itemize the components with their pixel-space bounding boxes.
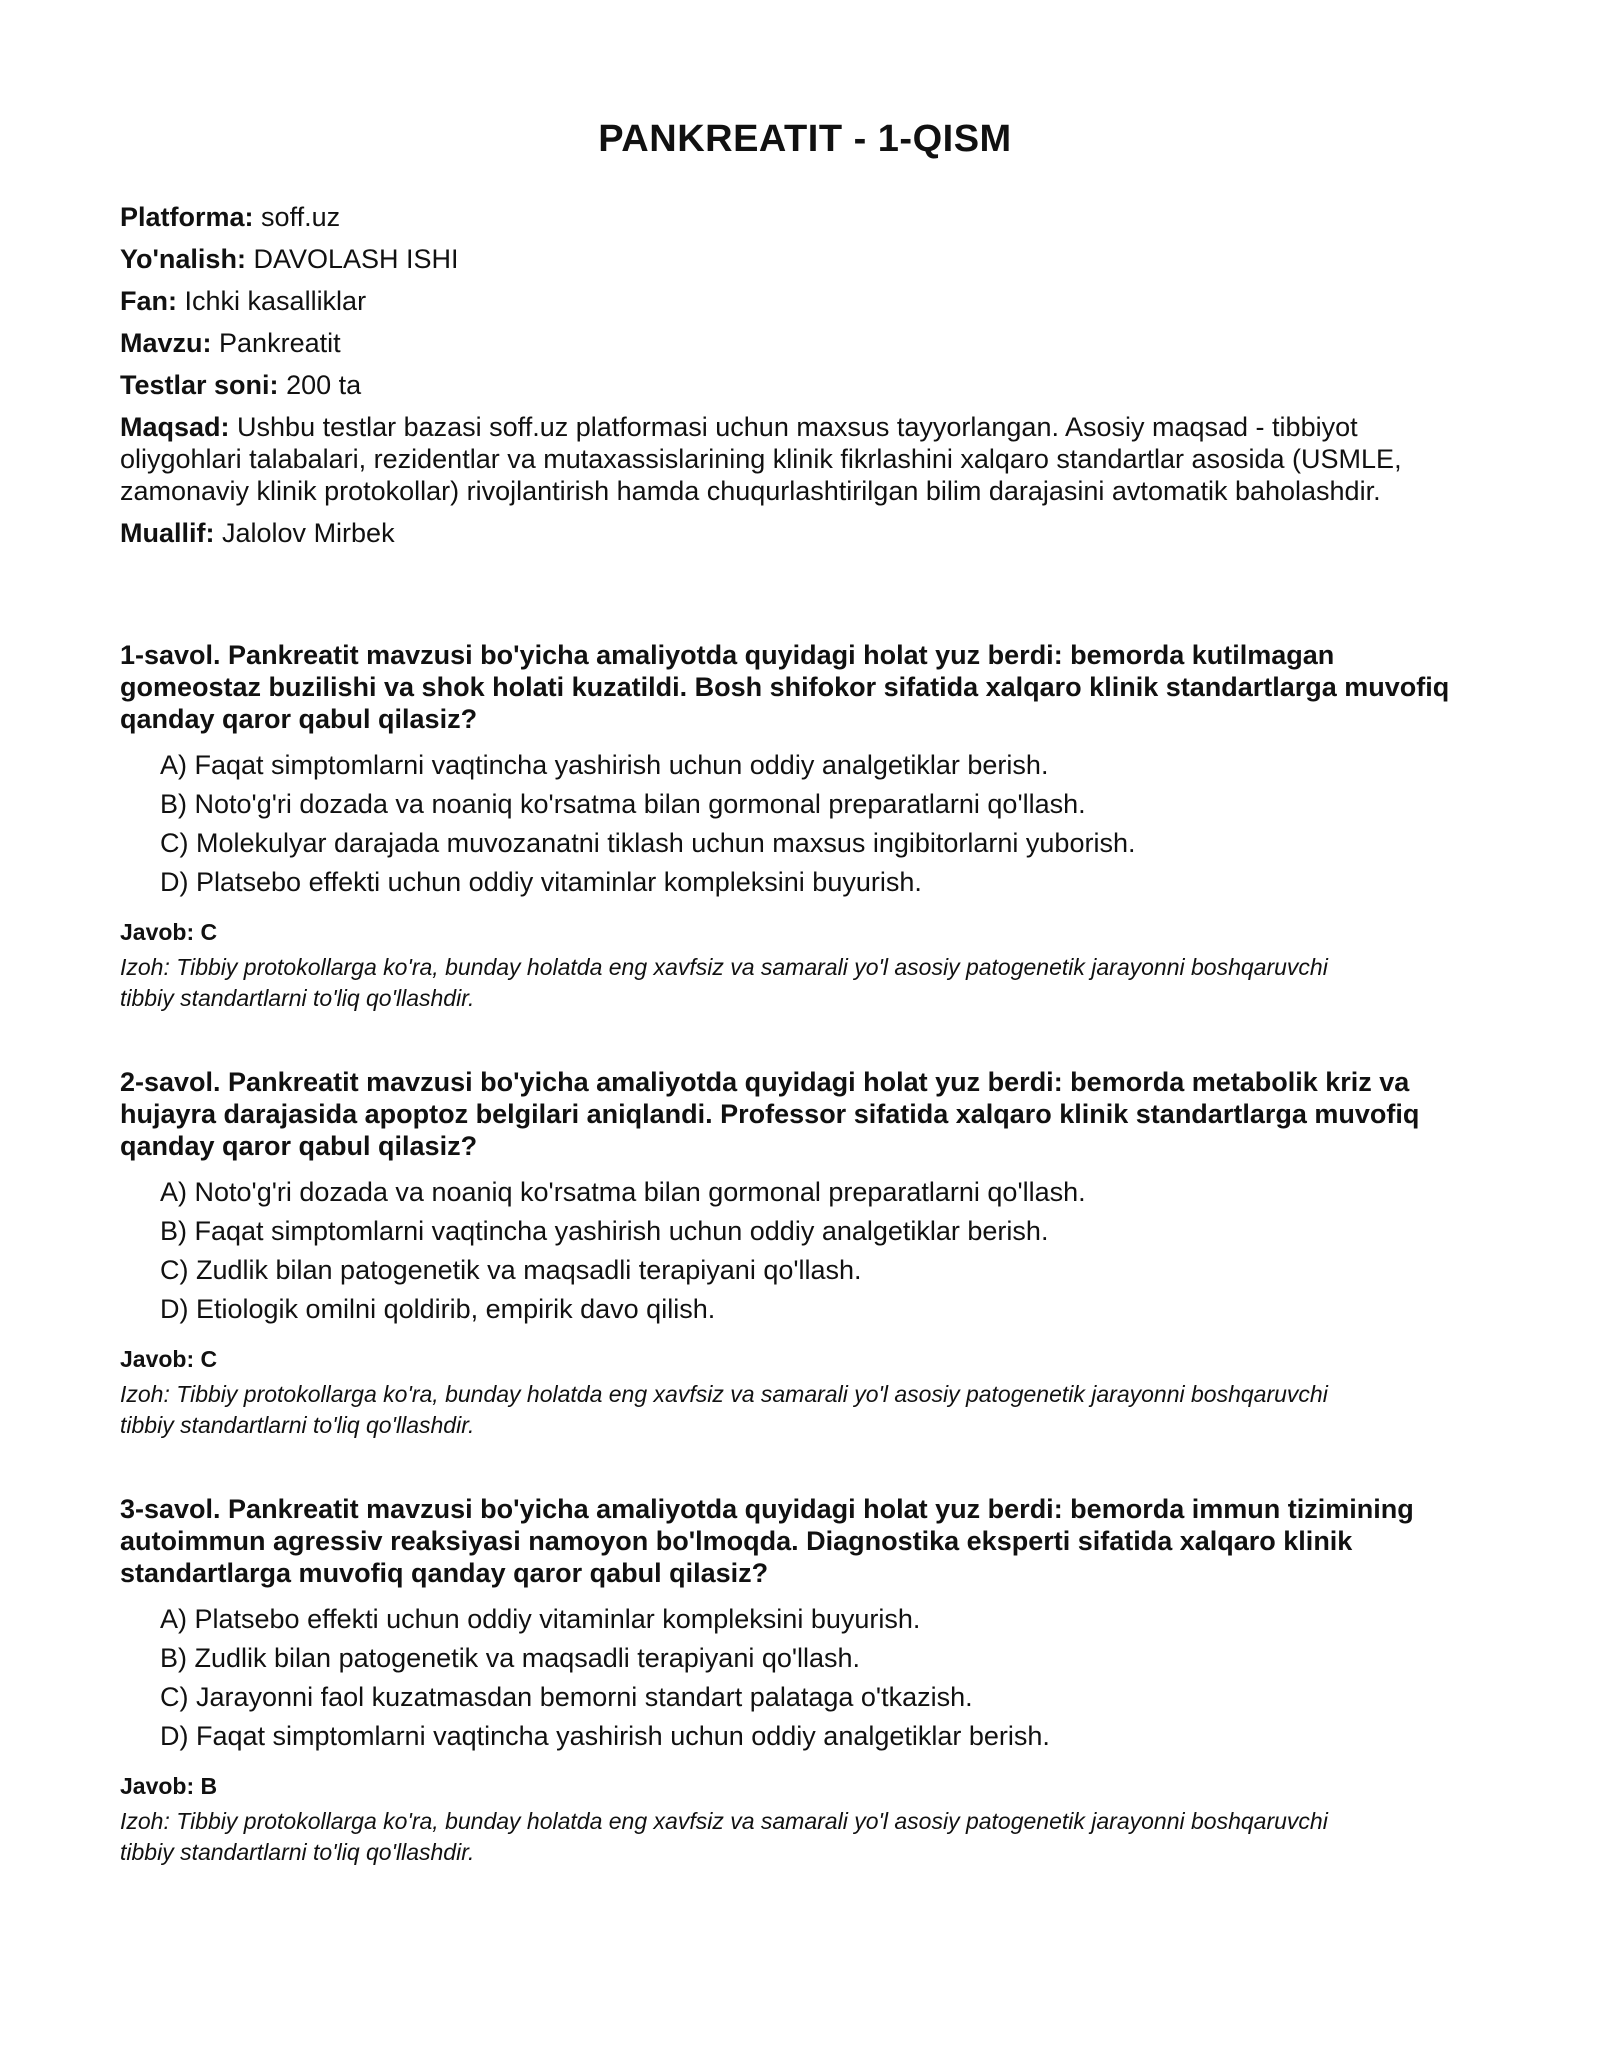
meta-direction: [120, 243, 1490, 275]
meta-value: soff.uz: [261, 202, 341, 232]
option-d: D) Faqat simptomlarni vaqtincha yashirish uchun oddiy analgetiklar berish.: [160, 1721, 1050, 1751]
meta-label: Muallif:: [120, 518, 215, 548]
option-b: B) Faqat simptomlarni vaqtincha yashirish uchun oddiy analgetiklar berish.: [160, 1216, 1049, 1246]
answer-line: Javob: C: [120, 1346, 218, 1372]
meta-value: 200 ta: [286, 370, 362, 400]
answer-line: Javob: B: [120, 1773, 218, 1799]
option-c: C) Molekulyar darajada muvozanatni tiklash uchun maxsus ingibitorlarni yuborish.: [160, 828, 1136, 858]
question-text: 3-savol. Pankreatit mavzusi bo'yicha amaliyotda quyidagi holat yuz berdi: bemorda immun tizimining autoimmun agressiv reaksiyasi namoyon bo'lmoqda. Diagnostika eksperti sifatida xalqaro klinik standartlarga muvofiq qanday qaror qabul qilasiz?: [120, 1494, 1414, 1588]
option-b: B) Noto'g'ri dozada va noaniq ko'rsatma bilan gormonal preparatlarni qo'llash.: [160, 789, 1086, 819]
meta-label: Yo'nalish:: [120, 244, 246, 274]
option-a: A) Platsebo effekti uchun oddiy vitaminlar kompleksini buyurish.: [160, 1604, 921, 1634]
question-2: [120, 1066, 1490, 1441]
meta-value: Ushbu testlar bazasi soff.uz platformasi uchun maxsus tayyorlangan. Asosiy maqsad - tibbiyot oliygohlari talabalari, rezidentlar va mutaxassislarining klinik fikrlashini xalqaro standartlar asosida (USMLE, zamonaviy klinik protokollar) rivojlantirish hamda chuqurlashtirilgan bilim darajasini avtomatik baholashdir.: [120, 412, 1402, 506]
meta-topic: [120, 327, 1490, 359]
meta-label: Fan:: [120, 286, 177, 316]
meta-author: [120, 517, 1490, 549]
option-d: D) Etiologik omilni qoldirib, empirik davo qilish.: [160, 1294, 716, 1324]
document-page: [120, 118, 1490, 1920]
meta-subject: [120, 285, 1490, 317]
meta-count: [120, 369, 1490, 401]
option-d: D) Platsebo effekti uchun oddiy vitaminlar kompleksini buyurish.: [160, 867, 922, 897]
answer-line: Javob: C: [120, 919, 218, 945]
meta-value: Jalolov Mirbek: [222, 518, 395, 548]
question-3: [120, 1493, 1490, 1868]
question-1: [120, 639, 1490, 1014]
explanation-note: Izoh: Tibbiy protokollarga ko'ra, bunday holatda eng xavfsiz va samarali yo'l asosiy patogenetik jarayonni boshqaruvchi tibbiy standartlarni to'liq qo'llashdir.: [120, 1381, 1328, 1438]
option-a: A) Noto'g'ri dozada va noaniq ko'rsatma bilan gormonal preparatlarni qo'llash.: [160, 1177, 1086, 1207]
meta-goal: [120, 411, 1440, 507]
explanation-note: Izoh: Tibbiy protokollarga ko'ra, bunday holatda eng xavfsiz va samarali yo'l asosiy patogenetik jarayonni boshqaruvchi tibbiy standartlarni to'liq qo'llashdir.: [120, 954, 1328, 1011]
document-meta: [120, 201, 1490, 549]
question-text: 2-savol. Pankreatit mavzusi bo'yicha amaliyotda quyidagi holat yuz berdi: bemorda metabolik kriz va hujayra darajasida apoptoz belgilari aniqlandi. Professor sifatida xalqaro klinik standartlarga muvofiq qanday qaror qabul qilasiz?: [120, 1067, 1420, 1161]
explanation-note: Izoh: Tibbiy protokollarga ko'ra, bunday holatda eng xavfsiz va samarali yo'l asosiy patogenetik jarayonni boshqaruvchi tibbiy standartlarni to'liq qo'llashdir.: [120, 1808, 1328, 1865]
meta-value: Pankreatit: [219, 328, 341, 358]
meta-label: Platforma:: [120, 202, 254, 232]
meta-value: DAVOLASH ISHI: [253, 244, 459, 274]
meta-platform: [120, 201, 1490, 233]
option-b: B) Zudlik bilan patogenetik va maqsadli terapiyani qo'llash.: [160, 1643, 861, 1673]
option-c: C) Jarayonni faol kuzatmasdan bemorni standart palataga o'tkazish.: [160, 1682, 973, 1712]
meta-label: Testlar soni:: [120, 370, 279, 400]
meta-value: Ichki kasalliklar: [184, 286, 367, 316]
meta-label: Maqsad:: [120, 412, 230, 442]
option-a: A) Faqat simptomlarni vaqtincha yashirish uchun oddiy analgetiklar berish.: [160, 750, 1049, 780]
document-title: PANKREATIT - 1-QISM: [598, 118, 1012, 160]
meta-label: Mavzu:: [120, 328, 212, 358]
question-text: 1-savol. Pankreatit mavzusi bo'yicha amaliyotda quyidagi holat yuz berdi: bemorda kutilmagan gomeostaz buzilishi va shok holati kuzatildi. Bosh shifokor sifatida xalqaro klinik standartlarga muvofiq qanday qaror qabul qilasiz?: [120, 640, 1450, 734]
question-list: [120, 639, 1490, 1868]
option-c: C) Zudlik bilan patogenetik va maqsadli terapiyani qo'llash.: [160, 1255, 862, 1285]
